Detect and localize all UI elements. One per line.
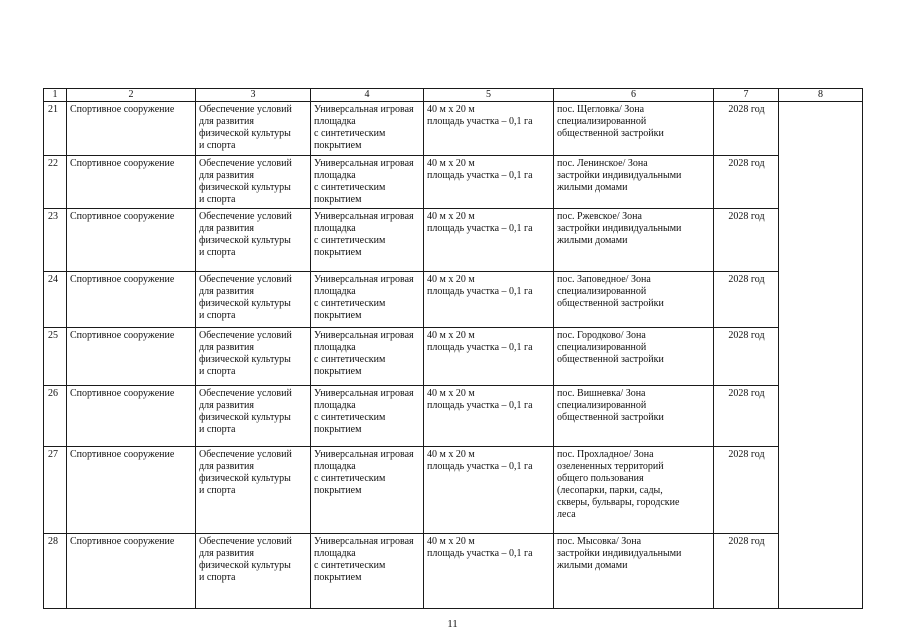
header-cell-7: 7 xyxy=(714,89,779,102)
row-number: 22 xyxy=(44,156,67,209)
header-cell-1: 1 xyxy=(44,89,67,102)
object-year: 2028 год xyxy=(714,447,779,534)
object-purpose: Обеспечение условий для развития физической культуры и спорта xyxy=(196,534,311,609)
table-row xyxy=(44,209,863,272)
objects-table xyxy=(43,88,863,609)
header-cell-6: 6 xyxy=(554,89,714,102)
table-row xyxy=(44,386,863,447)
object-type: Спортивное сооружение xyxy=(67,447,196,534)
object-year: 2028 год xyxy=(714,534,779,609)
object-parameters: 40 м х 20 м площадь участка – 0,1 га xyxy=(424,534,554,609)
object-year: 2028 год xyxy=(714,272,779,328)
row-number: 25 xyxy=(44,328,67,386)
object-purpose: Обеспечение условий для развития физической культуры и спорта xyxy=(196,386,311,447)
table-row xyxy=(44,534,863,609)
object-name: Универсальная игровая площадка с синтетическим покрытием xyxy=(311,156,424,209)
object-name: Универсальная игровая площадка с синтетическим покрытием xyxy=(311,447,424,534)
object-location: пос. Заповедное/ Зона специализированной общественной застройки xyxy=(554,272,714,328)
object-location: пос. Ленинское/ Зона застройки индивидуальными жилыми домами xyxy=(554,156,714,209)
table-row xyxy=(44,447,863,534)
header-cell-3: 3 xyxy=(196,89,311,102)
table-row xyxy=(44,272,863,328)
object-parameters: 40 м х 20 м площадь участка – 0,1 га xyxy=(424,272,554,328)
object-parameters: 40 м х 20 м площадь участка – 0,1 га xyxy=(424,386,554,447)
object-name: Универсальная игровая площадка с синтетическим покрытием xyxy=(311,534,424,609)
header-cell-8: 8 xyxy=(779,89,863,102)
object-parameters: 40 м х 20 м площадь участка – 0,1 га xyxy=(424,328,554,386)
object-name: Универсальная игровая площадка с синтетическим покрытием xyxy=(311,209,424,272)
object-purpose: Обеспечение условий для развития физической культуры и спорта xyxy=(196,102,311,156)
object-type: Спортивное сооружение xyxy=(67,386,196,447)
header-cell-2: 2 xyxy=(67,89,196,102)
object-location: пос. Щегловка/ Зона специализированной общественной застройки xyxy=(554,102,714,156)
object-type: Спортивное сооружение xyxy=(67,156,196,209)
object-name: Универсальная игровая площадка с синтетическим покрытием xyxy=(311,272,424,328)
row-number: 24 xyxy=(44,272,67,328)
table-row xyxy=(44,102,863,156)
object-year: 2028 год xyxy=(714,102,779,156)
row-number: 21 xyxy=(44,102,67,156)
row-number: 28 xyxy=(44,534,67,609)
object-parameters: 40 м х 20 м площадь участка – 0,1 га xyxy=(424,156,554,209)
object-parameters: 40 м х 20 м площадь участка – 0,1 га xyxy=(424,102,554,156)
object-type: Спортивное сооружение xyxy=(67,534,196,609)
row-number: 23 xyxy=(44,209,67,272)
object-type: Спортивное сооружение xyxy=(67,102,196,156)
table-row xyxy=(44,156,863,209)
object-purpose: Обеспечение условий для развития физической культуры и спорта xyxy=(196,272,311,328)
header-cell-5: 5 xyxy=(424,89,554,102)
object-parameters: 40 м х 20 м площадь участка – 0,1 га xyxy=(424,447,554,534)
object-purpose: Обеспечение условий для развития физической культуры и спорта xyxy=(196,156,311,209)
table-row xyxy=(44,328,863,386)
row-number: 26 xyxy=(44,386,67,447)
object-type: Спортивное сооружение xyxy=(67,328,196,386)
object-purpose: Обеспечение условий для развития физической культуры и спорта xyxy=(196,209,311,272)
object-type: Спортивное сооружение xyxy=(67,209,196,272)
object-year: 2028 год xyxy=(714,386,779,447)
object-location: пос. Городково/ Зона специализированной общественной застройки xyxy=(554,328,714,386)
object-year: 2028 год xyxy=(714,328,779,386)
table-header-row xyxy=(44,89,863,102)
object-purpose: Обеспечение условий для развития физической культуры и спорта xyxy=(196,447,311,534)
object-purpose: Обеспечение условий для развития физической культуры и спорта xyxy=(196,328,311,386)
header-cell-4: 4 xyxy=(311,89,424,102)
object-location: пос. Ржевское/ Зона застройки индивидуальными жилыми домами xyxy=(554,209,714,272)
object-location: пос. Мысовка/ Зона застройки индивидуальными жилыми домами xyxy=(554,534,714,609)
object-parameters: 40 м х 20 м площадь участка – 0,1 га xyxy=(424,209,554,272)
page-number: 11 xyxy=(447,618,458,630)
object-name: Универсальная игровая площадка с синтетическим покрытием xyxy=(311,386,424,447)
object-type: Спортивное сооружение xyxy=(67,272,196,328)
object-year: 2028 год xyxy=(714,156,779,209)
row-number: 27 xyxy=(44,447,67,534)
object-location: пос. Вишневка/ Зона специализированной общественной застройки xyxy=(554,386,714,447)
object-name: Универсальная игровая площадка с синтетическим покрытием xyxy=(311,328,424,386)
object-name: Универсальная игровая площадка с синтетическим покрытием xyxy=(311,102,424,156)
object-year: 2028 год xyxy=(714,209,779,272)
object-location: пос. Прохладное/ Зона озелененных территорий общего пользования (лесопарки, парки, сады, скверы, бульвары, городские леса xyxy=(554,447,714,534)
column-8-merged-cell xyxy=(779,102,863,609)
